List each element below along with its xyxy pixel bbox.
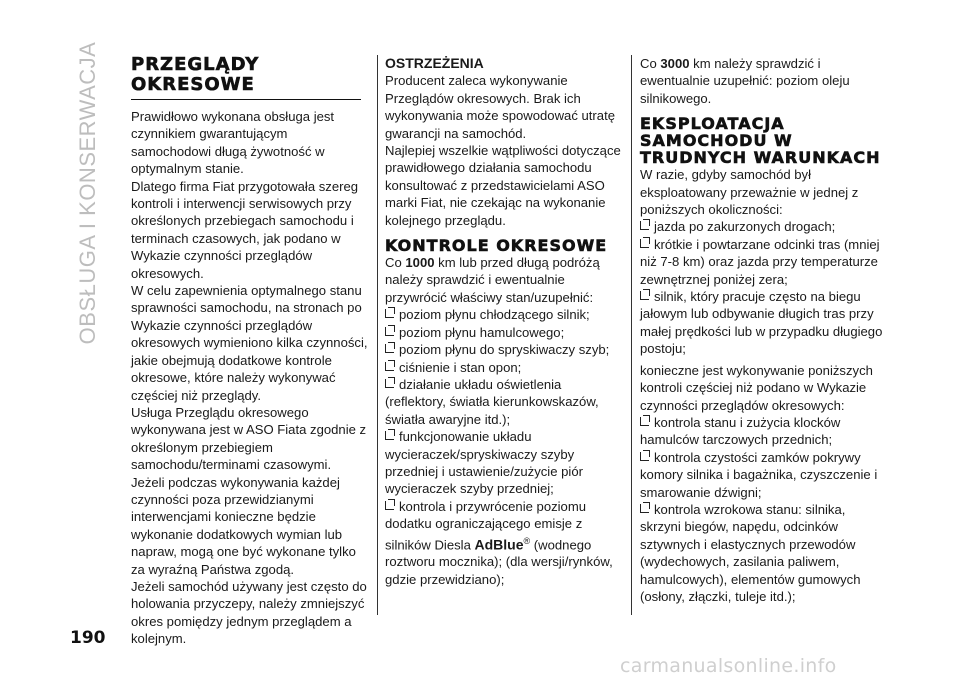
list-item-text: jazda po zakurzonych drogach; — [654, 219, 836, 235]
side-section-title-text: OBSŁUGA I KONSERWACJA — [75, 41, 100, 344]
intro-post: km należy sprawdzić i ewentualnie uzupełnić: poziom oleju silnikowego. — [640, 56, 850, 106]
paragraph: W razie, gdyby samochód był eksploatowany przeważnie w jednej z poniższych okoliczności: — [640, 167, 859, 218]
list-item — [640, 288, 885, 358]
warning-title: OSTRZEŻENIA — [385, 55, 484, 71]
check-bullet-icon — [640, 221, 649, 230]
list-item — [385, 359, 625, 376]
check-bullet-icon — [640, 504, 649, 513]
check-bullet-icon — [385, 344, 394, 353]
paragraph: Jeżeli podczas wykonywania każdej czynności poza przewidzianymi interwencjami konieczne będzie wykonanie dodatkowych wymian lub napraw, mogą one być wykonane tylko za wyraźną Państwa zgodą. — [131, 474, 356, 577]
paragraph: Usługa Przeglądu okresowego wykonywana jest w ASO Fiata zgodnie z określonym przebiegiem samochodu/terminami czasowymi. — [131, 404, 367, 473]
warning-paragraph: Najlepiej wszelkie wątpliwości dotyczące prawidłowego działania samochodu konsultować z przedstawicielami ASO marki Fiat, nie czekając na wykonanie kolejnego przeglądu. — [385, 143, 621, 228]
paragraph: W celu zapewnienia optymalnego stanu sprawności samochodu, na stronach po Wykazie czynności przeglądów okresowych wymieniono kilka czynności, jakie obejmują dodatkowe kontrole okresowe, które należy wykonywać częściej niż przeglądy. — [131, 283, 368, 403]
paragraph: Dlatego firma Fiat przygotowała szereg kontroli i interwencji serwisowych przy określonych przebiegach samochodu i terminach czasowych, jak podano w Wykazie czynności przeglądów okresowych. — [131, 178, 359, 281]
check-bullet-icon — [385, 379, 394, 388]
list-item — [385, 376, 625, 428]
list-item — [640, 449, 885, 501]
intro-km-value: 3000 — [660, 56, 690, 71]
column-2 — [385, 55, 625, 588]
list-item — [640, 414, 885, 449]
intro-pre: Co — [385, 255, 406, 271]
heading-eksploatacja-line3: TRUDNYCH WARUNKACH — [640, 148, 881, 168]
list-item-text: poziom płynu chłodzącego silnik; — [399, 307, 590, 323]
check-bullet-icon — [385, 362, 394, 371]
list-item — [640, 501, 885, 605]
paragraph: Jeżeli samochód używany jest często do holowania przyczepy, należy zmniejszyć okres pomiędzy jednym przeglądem a kolejnym. — [131, 578, 367, 647]
check-bullet-icon — [385, 327, 394, 336]
list-item-text: działanie układu oświetlenia (reflektory, światła kierunkowskazów, światła awaryjne itd.); — [385, 376, 599, 427]
check-bullet-icon — [640, 452, 649, 461]
list-item-text: kontrola stanu i zużycia klocków hamulców tarczowych przednich; — [640, 414, 841, 448]
intro-pre: Co — [640, 56, 661, 71]
intro-post: km lub przed długą podróżą należy sprawdzić i ewentualnie przywrócić właściwy stan/uzupełnić: — [385, 255, 600, 305]
intro-km-value: 1000 — [405, 255, 435, 271]
paragraph: konieczne jest wykonywanie poniższych kontroli częściej niż podano w Wykazie czynności przeglądów okresowych: — [640, 362, 873, 413]
intro-paragraph — [640, 55, 885, 107]
heading-przeglady-line1: PRZEGLĄDY — [131, 54, 260, 75]
list-item-text: kontrola czystości zamków pokrywy komory silnika i bagażnika, czyszczenie i smarowanie dźwigni; — [640, 449, 878, 500]
check-bullet-icon — [640, 291, 649, 300]
list-item-text: kontrola i przywrócenie poziomu dodatku ograniczającego emisje z silników Diesla — [385, 498, 587, 552]
side-section-title — [58, 40, 118, 345]
check-bullet-icon — [640, 417, 649, 426]
warning-paragraph: Producent zaleca wykonywanie Przeglądów okresowych. Brak ich wykonywania może spowodować utratę gwarancji na samochód. — [385, 73, 615, 141]
watermark: carmanualsonline.info — [620, 655, 837, 677]
list-item — [385, 306, 625, 323]
intro-paragraph — [385, 254, 625, 306]
paragraph: Prawidłowo wykonana obsługa jest czynnikiem gwarantującym samochodowi długą żywotność w optymalnym stanie. — [131, 109, 335, 177]
heading-przeglady-line2: OKRESOWE — [131, 74, 255, 95]
list-item — [640, 218, 885, 235]
list-item-text: poziom płynu hamulcowego; — [399, 324, 565, 340]
heading-eksploatacja-line2: SAMOCHODU W — [640, 131, 793, 151]
list-item-text: poziom płynu do spryskiwaczy szyb; — [399, 342, 610, 358]
check-bullet-icon — [385, 431, 394, 440]
column-divider — [377, 55, 378, 615]
check-bullet-icon — [640, 239, 649, 248]
column-divider — [631, 55, 632, 615]
list-item — [640, 236, 885, 288]
list-item — [385, 498, 625, 588]
list-item-text: ciśnienie i stan opon; — [399, 359, 522, 375]
list-item-text: kontrola wzrokowa stanu: silnika, skrzyni biegów, napędu, odcinków sztywnych i elastycznych przewodów (wydechowych, zasilania paliwem, hamulcowych), elementów gumowych (osłony, złączki, tuleje itd.); — [640, 501, 861, 604]
list-item-text: krótkie i powtarzane odcinki tras (mniej niż 7-8 km) oraz jazda przy temperaturze zewnętrznej poniżej zera; — [640, 236, 880, 287]
heading-kontrole-okresowe: KONTROLE OKRESOWE — [385, 236, 608, 256]
heading-eksploatacja-line1: EKSPLOATACJA — [640, 114, 785, 134]
check-bullet-icon — [385, 309, 394, 318]
registered-mark: ® — [523, 535, 531, 546]
column-3 — [640, 55, 885, 605]
page-number: 190 — [70, 628, 106, 648]
list-item — [385, 341, 625, 358]
heading-underline — [131, 99, 361, 100]
list-item-text: silnik, który pracuje często na biegu jałowym lub odbywanie długich tras przy małej prędkości lub w przypadku długiego postoju; — [640, 289, 883, 357]
list-item-text: funkcjonowanie układu wycieraczek/spryskiwaczy szyby przedniej i ustawienie/zużycie piór wycieraczek szyby przedniej; — [385, 429, 583, 497]
column-1 — [131, 55, 371, 648]
check-bullet-icon — [385, 501, 394, 510]
list-item-text: (wodnego roztworu mocznika); (dla wersji/rynków, gdzie przewidziano); — [385, 536, 613, 587]
list-item — [385, 428, 625, 498]
adblue-brand: AdBlue — [474, 535, 524, 552]
list-item — [385, 324, 625, 341]
